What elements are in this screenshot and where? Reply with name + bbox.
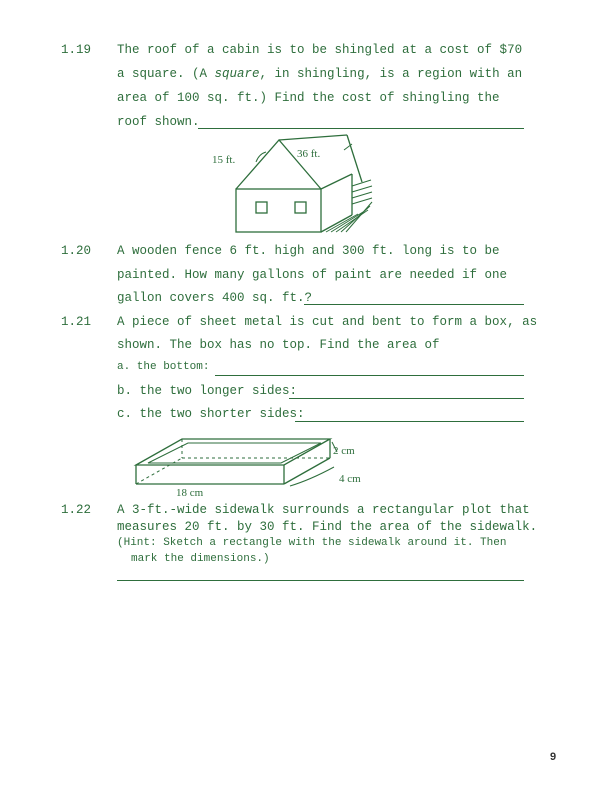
problem-1-22-line-1: A 3-ft.-wide sidewalk surrounds a rectangular plot that <box>117 503 530 517</box>
problem-1-19-line-4: roof shown. <box>117 115 200 129</box>
problem-number-1-19: 1.19 <box>61 43 92 57</box>
label-2-cm: 2 cm <box>333 445 355 457</box>
problem-1-22-line-2: measures 20 ft. by 30 ft. Find the area of the sidewalk. <box>117 520 538 534</box>
problem-1-19-line-2a: a square. (A <box>117 67 215 81</box>
page-number: 9 <box>550 751 557 763</box>
problem-1-20-line-3: gallon covers 400 sq. ft.? <box>117 291 313 305</box>
answer-line-1-22[interactable] <box>117 580 524 581</box>
problem-1-19-italic-word: square <box>214 67 260 81</box>
problem-1-22-hint-2: mark the dimensions.) <box>131 553 270 565</box>
problem-number-1-20: 1.20 <box>61 244 92 258</box>
problem-1-21-line-1: A piece of sheet metal is cut and bent to form a box, as <box>117 315 538 329</box>
label-18-cm: 18 cm <box>176 487 204 499</box>
problem-1-21-line-2: shown. The box has no top. Find the area of <box>117 338 440 352</box>
label-15-ft: 15 ft. <box>212 154 236 166</box>
problem-1-19-line-2b: , in shingling, is a region with an <box>259 67 523 81</box>
problem-1-21-part-b: b. the two longer sides: <box>117 384 298 398</box>
problem-1-21-part-a: a. the bottom: <box>117 361 210 373</box>
problem-number-1-22: 1.22 <box>61 503 92 517</box>
problem-number-1-21: 1.21 <box>61 315 92 329</box>
problem-1-19-line-3: area of 100 sq. ft.) Find the cost of shingling the <box>117 91 500 105</box>
problem-1-20-line-1: A wooden fence 6 ft. high and 300 ft. long is to be <box>117 244 500 258</box>
problem-1-22-hint-1: (Hint: Sketch a rectangle with the sidewalk around it. Then <box>117 537 507 549</box>
label-4-cm: 4 cm <box>339 473 361 485</box>
problem-1-19-line-1: The roof of a cabin is to be shingled at a cost of $70 <box>117 43 523 57</box>
problem-1-21-part-c: c. the two shorter sides: <box>117 407 305 421</box>
label-36-ft: 36 ft. <box>297 148 321 160</box>
problem-1-20-line-2: painted. How many gallons of paint are needed if one <box>117 268 508 282</box>
